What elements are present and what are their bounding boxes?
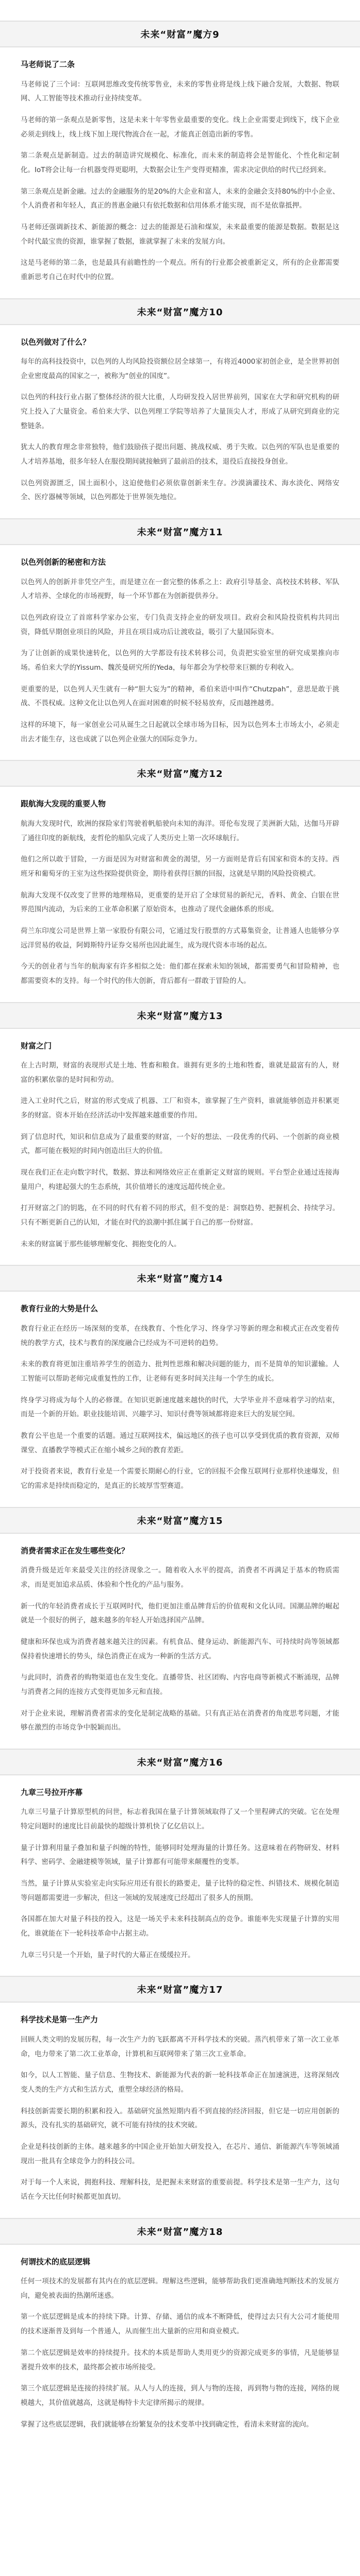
section-heading: 九章三号拉开序幕 (21, 1787, 83, 1797)
section-heading: 消费者需求正在发生哪些变化？ (21, 1546, 129, 1555)
body-paragraph: 消费升级是近年来最受关注的经济现象之一。随着收入水平的提高，消费者不再满足于基本的物质需求，而是更加追求品质、体验和个性化的产品与服务。 (21, 1566, 339, 1589)
body-paragraph: 当然，量子计算从实验室走向实际应用还有很长的路要走，量子比特的稳定性、纠错技术、规模化制造等问题都需要进一步解决，但这一领域的发展速度已经超出了很多人的预期。 (21, 1879, 339, 1902)
body-paragraph: 马老师的第一条观点是新零售，这是未来十年零售业最重要的变化。线上企业需要走到线下，线下企业必须走到线上，线上线下加上现代物流合在一起，才能真正创造出新的零售。 (21, 115, 339, 139)
section-heading: 以色列做对了什么？ (21, 337, 91, 347)
section-heading: 财富之门 (21, 1041, 52, 1050)
body-paragraph: 回顾人类文明的发展历程，每一次生产力的飞跃都离不开科学技术的突破。蒸汽机带来了第一次工业革命，电力带来了第二次工业革命，计算机和互联网带来了第三次工业革命。 (21, 2035, 339, 2058)
article-section (21, 760, 339, 988)
body-paragraph: 为了让创新的成果快速转化，以色列的大学都设有技术转移公司，负责把实验室里的研究成果推向市场。希伯来大学的Yissum、魏茨曼研究所的Yeda，每年都会为学校带来巨额的专利收入。 (21, 649, 339, 672)
article-section (21, 2218, 339, 2432)
section-banner-title: 未来“财富”魔方12 (137, 769, 223, 780)
section-banner (0, 1749, 360, 1775)
article-section (21, 298, 339, 505)
section-banner-title: 未来“财富”魔方16 (137, 1757, 223, 1768)
section-banner (0, 2218, 360, 2245)
section-heading: 马老师说了二条 (21, 60, 75, 69)
body-paragraph: 如今，以人工智能、量子信息、生物技术、新能源为代表的新一轮科技革命正在加速演进，这将深刻改变人类的生产方式和生活方式，重塑全球经济的格局。 (21, 2071, 339, 2094)
body-paragraph: 马老师说了三个词：互联网思维改变传统零售业，未来的零售业将是线上线下融合发展，大数据、物联网、人工智能等技术推动行业持续变革。 (21, 80, 339, 103)
section-banner (0, 1002, 360, 1029)
article-section (21, 518, 339, 747)
body-paragraph: 进入工业时代之后，财富的形式变成了机器、工厂和资本，谁掌握了生产资料，谁就能够创造并积累更多的财富。资本开始在经济活动中发挥越来越重要的作用。 (21, 1097, 339, 1120)
body-paragraph: 第二条观点是新制造。过去的制造讲究规模化、标准化，而未来的制造将会是智能化、个性化和定制化。IoT将会让每一台机器变得更聪明，大数据会让生产变得更精准，需求决定供给的时代已经到来。 (21, 151, 339, 174)
article-section (21, 1507, 339, 1735)
body-paragraph: 九章三号量子计算原型机的问世，标志着我国在量子计算领域取得了又一个里程碑式的突破。它在处理特定问题时的速度比目前最快的超级计算机快了亿亿倍以上。 (21, 1808, 339, 1831)
body-paragraph: 未来的财富属于那些能够理解变化、拥抱变化的人。 (21, 1240, 181, 1248)
body-paragraph: 航海大发现时代，欧洲的探险家们驾驶着帆船驶向未知的海洋。哥伦布发现了美洲新大陆，达伽马开辟了通往印度的新航线，麦哲伦的船队完成了人类历史上第一次环球航行。 (21, 819, 339, 842)
body-paragraph: 科技创新需要长期的积累和投入。基础研究虽然短期内看不到直接的经济回报，但它是一切应用创新的源头，没有扎实的基础研究，就不可能有持续的技术突破。 (21, 2107, 339, 2130)
section-banner (0, 298, 360, 325)
section-banner-title: 未来“财富”魔方9 (140, 29, 220, 40)
body-paragraph: 以色列资源匮乏，国土面积小，这迫使他们必须依靠创新来生存。沙漠滴灌技术、海水淡化、网络安全、医疗器械等领域，以色列都处于世界领先地位。 (21, 479, 339, 502)
section-banner (0, 1976, 360, 2003)
section-banner (0, 1265, 360, 1292)
body-paragraph: 第三条观点是新金融。过去的金融服务的是20%的大企业和富人，未来的金融会支持80%的中小企业、个人消费者和年轻人，真正的普惠金融只有依托数据和信用体系才能实现，而不是依靠抵押。 (21, 187, 339, 210)
body-paragraph: 教育行业正在经历一场深刻的变革，在线教育、个性化学习、终身学习等新的理念和模式正在改变着传统的教学方式，技术与教育的深度融合已经成为不可逆转的趋势。 (21, 1324, 339, 1347)
body-paragraph: 每年的高科技投资中，以色列的人均风险投资额位居全球第一，有将近4000家初创企业，是全世界初创企业密度最高的国家之一，被称为“创业的国度”。 (21, 358, 339, 380)
body-paragraph: 企业是科技创新的主体。越来越多的中国企业开始加大研发投入，在芯片、通信、新能源汽车等领域涌现出一批具有全球竞争力的科技公司。 (21, 2142, 339, 2165)
section-banner-title: 未来“财富”魔方18 (137, 2226, 223, 2238)
body-paragraph: 马老师还强调新技术、新能源的概念：过去的能源是石油和煤炭，未来最重要的能源是数据。数据是这个时代最宝贵的资源，谁掌握了数据，谁就掌握了未来的发展方向。 (21, 223, 339, 246)
body-paragraph: 今天的创业者与当年的航海家有许多相似之处：他们都在探索未知的领域，都需要勇气和冒险精神，也都需要资本的支持。每一个时代的伟大创新，背后都有一群敢于冒险的人。 (21, 962, 339, 985)
body-paragraph: 以色列人的创新并非凭空产生，而是建立在一套完整的体系之上：政府引导基金、高校技术转移、军队人才培养、全球化的市场视野，每一个环节都在为创新提供养分。 (21, 578, 339, 601)
body-paragraph: 犹太人的教育理念非常独特，他们鼓励孩子提出问题、挑战权威、勇于失败。以色列的军队也是重要的人才培养基地，很多年轻人在服役期间就接触到了最前沿的技术，退役后直接投身创业。 (21, 443, 339, 466)
body-paragraph: 掌握了这些底层逻辑，我们就能够在纷繁复杂的技术变革中找到确定性，看清未来财富的流向。 (21, 2420, 313, 2429)
section-heading: 科学技术是第一生产力 (21, 2015, 99, 2025)
body-paragraph: 航海大发现不仅改变了世界的地理格局，更重要的是开启了全球贸易的新纪元，香料、黄金、白银在世界范围内流动，为后来的工业革命积累了原始资本，也推动了现代金融体系的形成。 (21, 891, 339, 914)
section-banner-title: 未来“财富”魔方11 (137, 527, 223, 538)
body-paragraph: 以色列政府设立了首席科学家办公室，专门负责支持企业的研发项目。政府会和风险投资机构共同出资，降低早期创业项目的风险，并且在项目成功后让渡收益，吸引了大量国际资本。 (21, 613, 339, 636)
section-banner (0, 518, 360, 545)
article-section (21, 21, 339, 285)
body-paragraph: 这样的环境下，每一家创业公司从诞生之日起就以全球市场为目标，因为以色列本土市场太小，必须走出去才能生存，这也成就了以色列企业强大的国际竞争力。 (21, 720, 339, 743)
section-banner-title: 未来“财富”魔方17 (137, 1985, 223, 1996)
body-paragraph: 对于投资者来说，教育行业是一个需要长期耐心的行业，它的回报不会像互联网行业那样快速爆发，但它的需求是持续而稳定的，是真正的长坡厚雪型赛道。 (21, 1467, 339, 1490)
section-heading: 教育行业的大势是什么 (21, 1304, 99, 1314)
body-paragraph: 终身学习将成为每个人的必修课。在知识更新速度越来越快的时代，大学毕业并不意味着学习的结束，而是一个新的开始。职业技能培训、兴趣学习、知识付费等领域都将迎来巨大的发展空间。 (21, 1396, 339, 1419)
article-section (21, 1976, 339, 2204)
body-paragraph: 教育公平也是一个重要的话题。通过互联网技术，偏远地区的孩子也可以享受到优质的教育资源，双师课堂、直播教学等模式正在缩小城乡之间的教育差距。 (21, 1431, 339, 1454)
section-banner-title: 未来“财富”魔方10 (137, 307, 223, 318)
body-paragraph: 这是马老师的第二条，也是最具有前瞻性的一个观点。所有的行业都会被重新定义，所有的企业都需要重新思考自己在时代中的位置。 (21, 259, 339, 281)
section-banner-title: 未来“财富”魔方14 (137, 1274, 223, 1285)
body-paragraph: 任何一项技术的发展都有其内在的底层逻辑。理解这些逻辑，能够帮助我们更准确地判断技术的发展方向，避免被表面的热潮所迷惑。 (21, 2277, 339, 2300)
body-paragraph: 到了信息时代，知识和信息成为了最重要的财富，一个好的想法、一段优秀的代码、一个创新的商业模式，都可能在极短的时间内创造出巨大的价值。 (21, 1132, 339, 1156)
body-paragraph: 量子计算利用量子叠加和量子纠缠的特性，能够同时处理海量的计算任务。这意味着在药物研发、材料科学、密码学、金融建模等领域，量子计算都有可能带来颠覆性的变革。 (21, 1843, 339, 1867)
body-paragraph: 九章三号只是一个开始，量子时代的大幕正在缓缓拉开。 (21, 1951, 195, 1959)
body-paragraph: 打开财富之门的钥匙，在不同的时代有着不同的形式，但不变的是：洞察趋势、把握机会、持续学习。只有不断更新自己的认知，才能在时代的浪潮中抓住属于自己的那一份财富。 (21, 1204, 339, 1227)
section-heading: 以色列创新的秘密和方法 (21, 557, 106, 567)
section-banner (0, 760, 360, 787)
body-paragraph: 新一代的年轻消费者成长于互联网时代，他们更加注重品牌背后的价值观和文化认同。国潮品牌的崛起就是一个很好的例子，越来越多的年轻人开始选择国产品牌。 (21, 1602, 339, 1625)
body-paragraph: 第三个底层逻辑是连接的持续扩展。从人与人的连接，到人与物的连接，再到物与物的连接，网络的规模越大，其价值就越高，这就是梅特卡夫定律所揭示的规律。 (21, 2384, 339, 2407)
body-paragraph: 对于企业来说，理解消费者需求的变化是制定战略的基础。只有真正站在消费者的角度思考问题，才能够在激烈的市场竞争中脱颖而出。 (21, 1709, 339, 1732)
body-paragraph: 在上古时期，财富的表现形式是土地、牲畜和粮食。谁拥有更多的土地和牲畜，谁就是最富有的人，财富的积累依靠的是时间和劳动。 (21, 1061, 339, 1084)
section-heading: 何谓技术的底层逻辑 (21, 2257, 91, 2266)
section-banner-title: 未来“财富”魔方13 (137, 1010, 223, 1022)
body-paragraph: 未来的教育将更加注重培养学生的创造力、批判性思维和解决问题的能力，而不是简单的知识灌输。人工智能可以帮助老师完成重复性的工作，让老师有更多时间关注每一个学生的成长。 (21, 1360, 339, 1383)
article-section (21, 1002, 339, 1252)
article-section (21, 1749, 339, 1963)
body-paragraph: 与此同时，消费者的购物渠道也在发生变化。直播带货、社区团购、内容电商等新模式不断涌现，品牌与消费者之间的连接方式变得更加多元和直接。 (21, 1673, 339, 1696)
body-paragraph: 以色列的科技行业占据了整体经济的很大比重，人均研发投入居世界前列，国家在大学和研究机构的研究上投入了大量资金。希伯来大学、以色列理工学院等培养了大量顶尖人才，形成了从研究到商业的完整链条。 (21, 393, 339, 430)
body-paragraph: 更重要的是，以色列人天生就有一种“胆大妄为”的精神，希伯来语中叫作“Chutzpah”，意思是敢于挑战、不畏权威。这种文化让以色列人在面对困难的时候不轻易放弃，反而越挫越勇。 (21, 685, 339, 708)
body-paragraph: 健康和环保也成为消费者越来越关注的因素。有机食品、健身运动、新能源汽车、可持续时尚等领域都保持着快速增长的势头，绿色消费正在成为一种新的生活方式。 (21, 1637, 339, 1660)
article-section (21, 1265, 339, 1493)
body-paragraph: 第二个底层逻辑是效率的持续提升。技术的本质是帮助人类用更少的资源完成更多的事情，凡是能够显著提升效率的技术，最终都会被市场所接受。 (21, 2348, 339, 2371)
body-paragraph: 各国都在加大对量子科技的投入，这是一场关乎未来科技制高点的竞争。谁能率先实现量子计算的实用化，谁就能在下一轮科技革命中占据主动。 (21, 1915, 339, 1938)
body-paragraph: 现在我们正在走向数字时代，数据、算法和网络效应正在重新定义财富的规则。平台型企业通过连接海量用户，构建起强大的生态系统，其价值增长的速度远超传统企业。 (21, 1168, 339, 1191)
body-paragraph: 他们之所以敢于冒险，一方面是因为对财富和黄金的渴望，另一方面则是背后有国家和资本的支持。西班牙和葡萄牙的王室为这些探险提供资金，期待着获得巨额的回报，这就是早期的风险投资模式。 (21, 855, 339, 878)
section-banner (0, 21, 360, 47)
section-banner (0, 1507, 360, 1534)
body-paragraph: 第一个底层逻辑是成本的持续下降。计算、存储、通信的成本不断降低，使得过去只有大公司才能使用的技术逐渐普及到每一个普通人，从而催生出大量新的应用和商业模式。 (21, 2313, 339, 2336)
body-paragraph: 对于每一个人来说，拥抱科技、理解科技，是把握未来财富的重要前提。科学技术是第一生产力，这句话在今天比任何时候都更加真切。 (21, 2178, 339, 2201)
section-banner-title: 未来“财富”魔方15 (137, 1515, 223, 1527)
section-heading: 跟航海大发现的重要人物 (21, 799, 106, 809)
body-paragraph: 荷兰东印度公司是世界上第一家股份有限公司，它通过发行股票的方式募集资金，让普通人也能够分享远洋贸易的收益，阿姆斯特丹证券交易所也因此诞生，成为现代资本市场的起点。 (21, 926, 339, 950)
